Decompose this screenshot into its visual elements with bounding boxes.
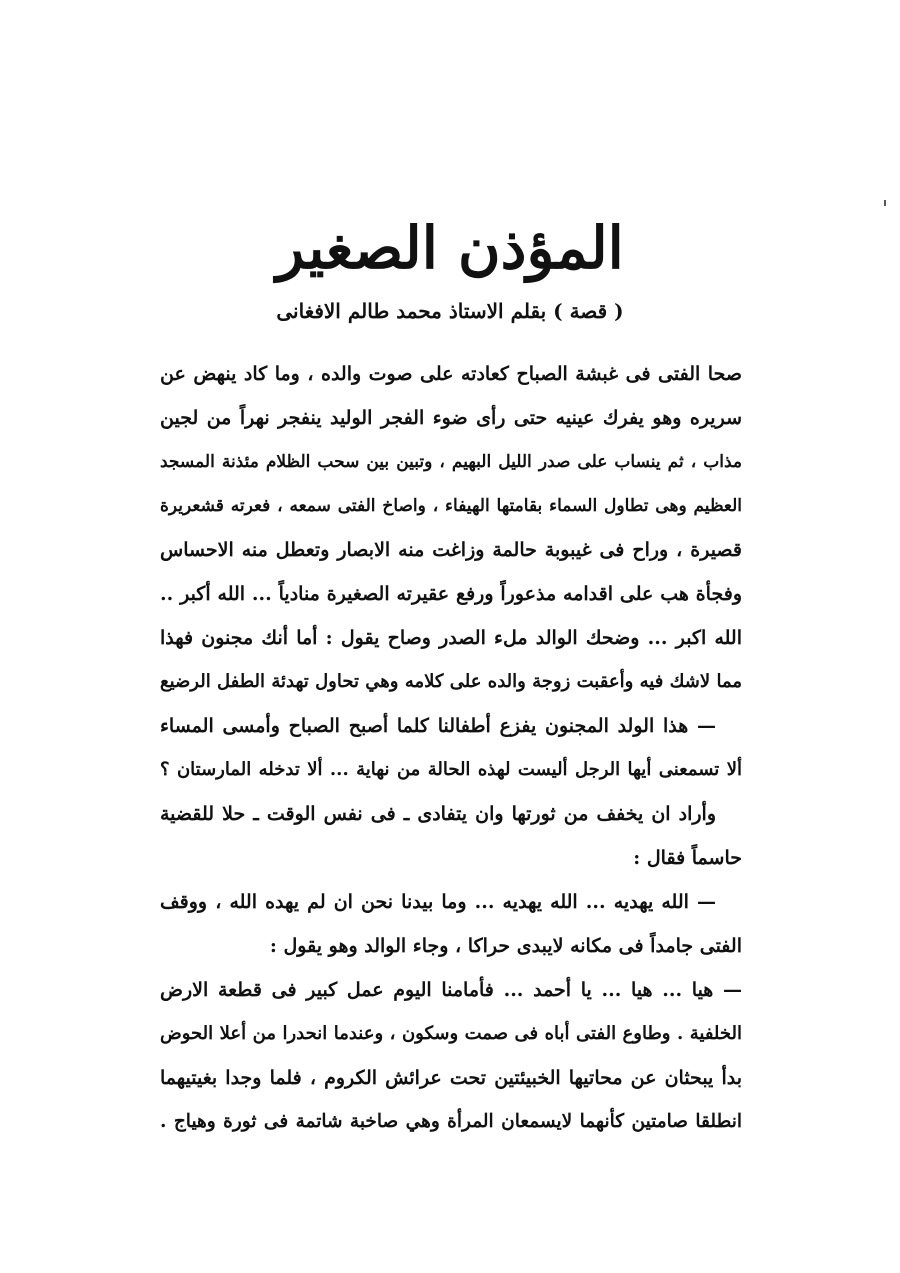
story-title: المؤذن الصغير [276, 214, 624, 282]
body-line-13: — الله يهديه ... الله يهديه ... وما بيدنا نحن ان لم يهده الله ، ووقف [160, 891, 716, 913]
body-line-18: انطلقا صامتين كأنهما لايسمعان المرأة وهي صاخبة شاتمة فى ثورة وهياج . [160, 1111, 742, 1132]
body-line-6: وفجأة هب على اقدامه مذعوراً ورفع عقيرته الصغيرة منادياً ... الله أكبر .. [160, 583, 742, 605]
story-byline: ( قصة ) بقلم الاستاذ محمد طالم الافغانى [276, 299, 624, 323]
body-line-8: مما لاشك فيه وأعقبت زوجة والده على كلامه وهي تحاول تهدئة الطفل الرضيع [160, 671, 742, 692]
body-line-14: الفتى جامداً فى مكانه لايبدى حراكا ، وجاء الوالد وهو يقول : [269, 935, 742, 957]
body-line-9: — هذا الولد المجنون يفزع أطفالنا كلما أصبح الصباح وأمسى المساء [160, 715, 716, 737]
body-line-2: سريره وهو يفرك عينيه حتى رأى ضوء الفجر الوليد ينفجر نهراً من لجين [160, 407, 742, 429]
body-line-1: صحا الفتى فى غبشة الصباح كعادته على صوت والده ، وما كاد ينهض عن [160, 363, 742, 385]
body-line-12: حاسماً فقال : [633, 847, 742, 869]
story-body [160, 352, 742, 1144]
body-line-4: العظيم وهى تطاول السماء بقامتها الهيفاء ، واصاخ الفتى سمعه ، فعرته قشعريرة [160, 496, 742, 516]
body-line-7: الله اكبر ... وضحك الوالد ملء الصدر وصاح يقول : أما أنك مجنون فهذا [160, 627, 742, 649]
body-line-16: الخلفية . وطاوع الفتى أباه فى صمت وسكون ، وعندما انحدرا من أعلا الحوض [160, 1023, 742, 1044]
body-line-3: مذاب ، ثم ينساب على صدر الليل البهيم ، وتبين بين سحب الظلام مئذنة المسجد [160, 452, 742, 472]
body-line-11: وأراد ان يخفف من ثورتها وان يتفادى ـ فى نفس الوقت ـ حلا للقضية [160, 803, 716, 825]
scan-speck [884, 200, 886, 206]
body-line-5: قصيرة ، وراح فى غيبوبة حالمة وزاغت منه الابصار وتعطل منه الاحساس [160, 539, 742, 561]
body-line-17: بدأ يبحثان عن محاتيها الخبيئتين تحت عرائش الكروم ، فلما وجدا بغيتيهما [160, 1067, 742, 1089]
body-line-15: — هيا ... هيا ... يا أحمد ... فأمامنا اليوم عمل كبير فى قطعة الارض [160, 979, 742, 1001]
body-line-10: ألا تسمعنى أيها الرجل أليست لهذه الحالة من نهاية ... ألا تدخله المارستان ؟ [160, 759, 742, 780]
